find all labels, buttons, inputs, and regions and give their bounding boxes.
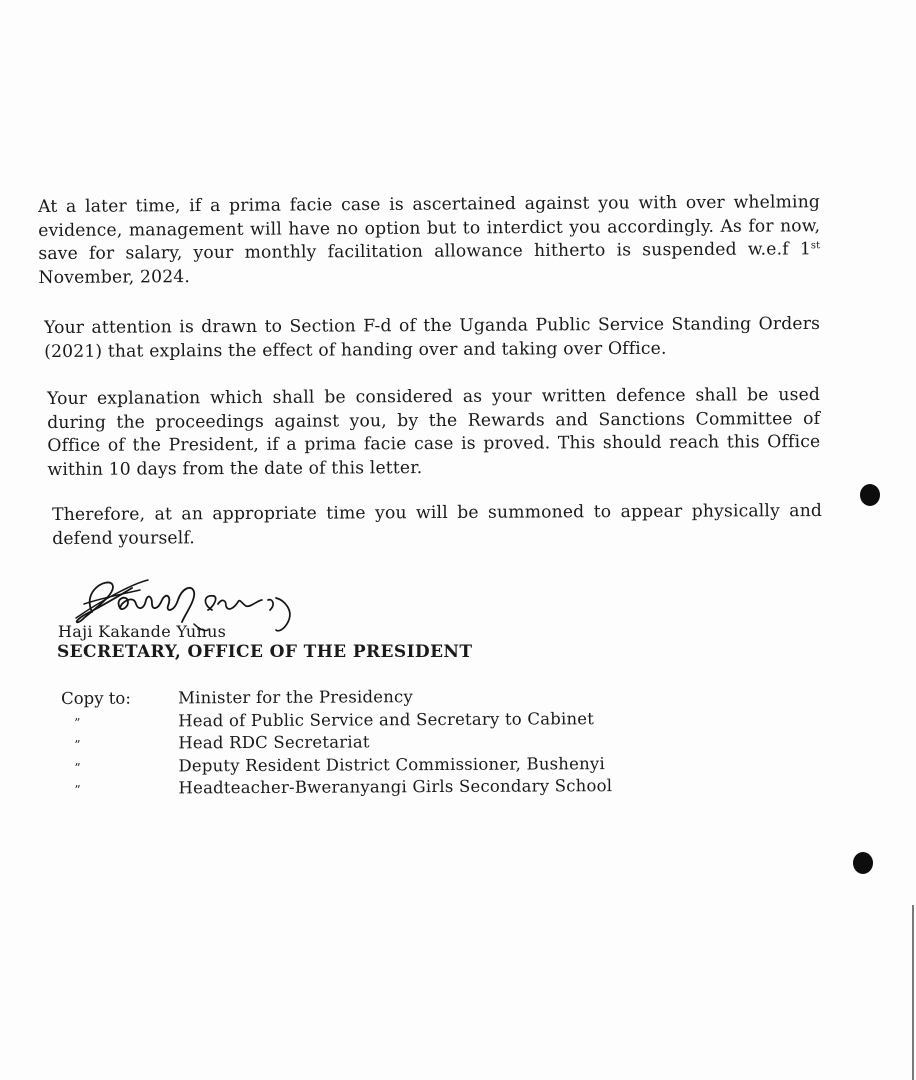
paragraph-written-defence: Your explanation which shall be considered as your written defence shall be used during the proceedings against you, by the Rewards and Sanctions Committee of Office of the President, if a prima facie case is proved. This should reach this Office within 10 days from the date of this letter. <box>47 384 821 480</box>
paragraph-standing-orders: Your attention is drawn to Section F-d of the Uganda Public Service Standing Orders (2021) that explains the effect of handing over and taking over Office. <box>44 313 821 362</box>
recipient: Minister for the Presidency <box>178 687 414 708</box>
punch-hole <box>853 852 873 874</box>
copy-to-label: Copy to: <box>61 688 131 708</box>
paragraph-summons: Therefore, at an appropriate time you will be summoned to appear physically and defend yourself. <box>52 500 823 549</box>
punch-hole <box>860 484 880 506</box>
copy-row <box>60 730 680 756</box>
paragraph-text-end: November, 2024. <box>38 266 191 288</box>
recipient: Headteacher-Bweranyangi Girls Secondary School <box>178 776 613 798</box>
copy-row <box>60 685 680 711</box>
ditto-mark: ” <box>74 715 81 730</box>
copy-row <box>60 752 680 778</box>
recipient: Head RDC Secretariat <box>178 732 370 753</box>
paragraph-interdiction-warning <box>38 191 821 290</box>
copy-row <box>60 775 680 801</box>
copy-row <box>60 707 680 733</box>
ditto-mark: ” <box>74 782 81 797</box>
signatory-name: Haji Kakande Yunus <box>58 622 227 641</box>
recipient: Head of Public Service and Secretary to Cabinet <box>178 708 595 730</box>
scan-page-edge <box>912 905 914 1080</box>
copy-to-list <box>60 685 681 801</box>
ordinal-suffix: st <box>810 240 821 252</box>
ditto-mark: ” <box>74 760 81 775</box>
signatory-title: SECRETARY, OFFICE OF THE PRESIDENT <box>57 642 473 662</box>
paragraph-text: At a later time, if a prima facie case is ascertained against you with over whelming evidence, management will have no option but to interdict you accordingly. As for now, save for salary, your monthly facilitation allowance hitherto is suspended w.e.f 1 <box>38 192 821 264</box>
ditto-mark: ” <box>74 737 81 752</box>
recipient: Deputy Resident District Commissioner, Bushenyi <box>178 753 605 775</box>
